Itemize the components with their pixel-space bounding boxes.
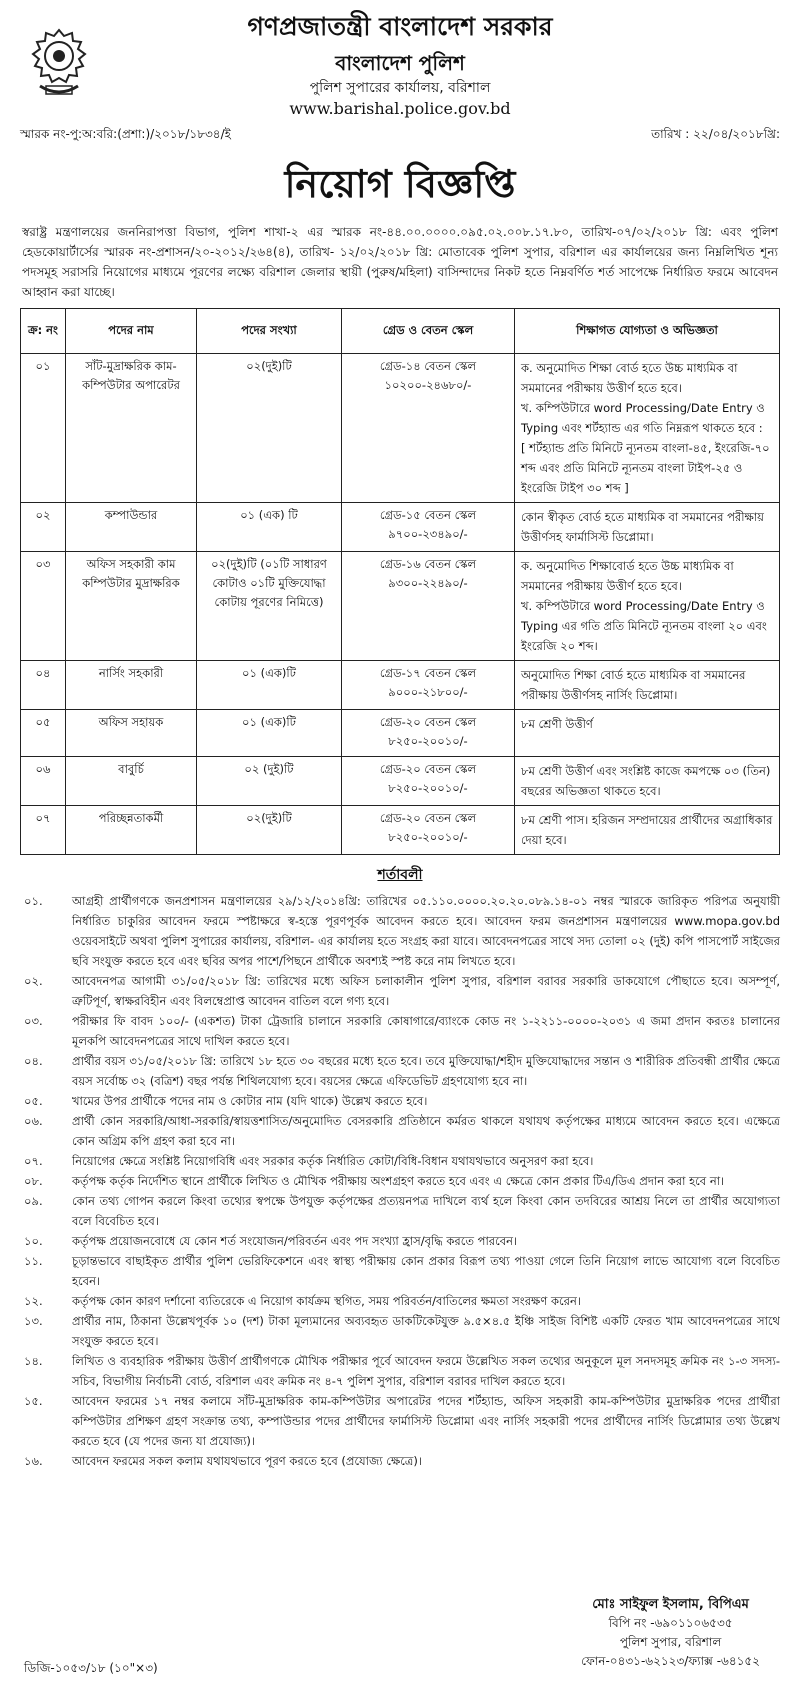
condition-text: প্রার্থীর বয়স ৩১/০৫/২০১৮ খ্রি: তারিখে ১৮ হতে ৩০ বছরের মধ্যে হতে হবে। তবে মুক্তিযোদ্ধা/শহীদ মুক্তিযোদ্ধাদের সন্তান ও শারীরিক প্রতিবন্ধী প্রার্থীর ক্ষেত্রে বয়স সর্বোচ্চ ৩২ (বত্রিশ) বছর পর্যন্ত শিথিলযোগ্য হবে। বয়সের ক্ষেত্রে এফিডেভিট গ্রহণযোগ্য হবে না। <box>72 1054 780 1088</box>
condition-number: ১৫. <box>24 1394 43 1408</box>
notice-title: নিয়োগ বিজ্ঞপ্তি <box>284 162 516 206</box>
cell-post-name: অফিস সহায়ক <box>66 710 197 757</box>
table-row <box>21 757 780 806</box>
vacancy-table <box>20 308 780 855</box>
condition-number: ১০. <box>24 1234 43 1248</box>
cell-qualification <box>515 661 780 710</box>
condition-item <box>20 1151 780 1171</box>
table-row <box>21 552 780 661</box>
department-name: বাংলাদেশ পুলিশ <box>335 51 465 75</box>
condition-text: লিখিত ও ব্যবহারিক পরীক্ষায় উত্তীর্ণ প্রার্থীগণকে মৌখিক পরীক্ষার পূর্বে আবেদন ফরমে উল্লেখিত সকল তথ্যের অনুকূলে মূল সনদসমূহ ক্রমিক নং ১-৩ সদস্য-সচিব, বিভাগীয় নির্বাচনী বোর্ড, বরিশাল এবং ক্রমিক নং ৪-৭ পুলিশ সুপার, বরিশাল বরাবর দাখিল করতে হবে। <box>72 1354 780 1388</box>
qualification-line: ৮ম শ্রেণী উত্তীর্ণ এবং সংশ্লিষ্ট কাজে কমপক্ষে ০৩ (তিন) বছরের অভিজ্ঞতা থাকতে হবে। <box>521 764 771 798</box>
condition-number: ০১. <box>24 894 43 908</box>
cell-serial: ০২ <box>21 503 66 552</box>
col-header-serial: ক্র: নং <box>21 309 66 354</box>
bp-number: বিপি নং -৬৯০১১০৬৫৩৫ <box>608 1616 733 1630</box>
cell-post-name: অফিস সহকারী কাম কম্পিউটার মুদ্রাক্ষরিক <box>66 552 197 661</box>
condition-text: কর্তৃপক্ষ কর্তৃক নির্দেশিত স্থানে প্রার্থীকে লিখিত ও মৌখিক পরীক্ষায় অংশগ্রহণ করতে হবে এবং এ ক্ষেত্রে কোন প্রকার টিএ/ডিএ প্রদান করা হবে না। <box>72 1174 725 1188</box>
condition-item <box>20 1111 780 1151</box>
letterhead <box>20 10 780 120</box>
cell-post-name: বাবুর্চি <box>66 757 197 806</box>
cell-qualification <box>515 503 780 552</box>
condition-text: চূড়ান্তভাবে বাছাইকৃত প্রার্থীর পুলিশ ভেরিফিকেশনে এবং স্বাস্থ্য পরীক্ষায় কোন প্রকার বিরূপ তথ্য পাওয়া গেলে তিনি নিয়োগ লাভে আযোগ্য বলে বিবেচিত হবেন। <box>72 1254 780 1288</box>
condition-item <box>20 1391 780 1451</box>
condition-item <box>20 1011 780 1051</box>
cell-grade: গ্রেড-২০ বেতন স্কেল ৮২৫০-২০০১০/- <box>342 806 515 855</box>
cell-grade: গ্রেড-২০ বেতন স্কেল ৮২৫০-২০০১০/- <box>342 757 515 806</box>
table-row <box>21 503 780 552</box>
qualification-line: খ. কম্পিউটারে word Processing/Date Entry ও Typing এবং শর্টহ্যান্ড এর গতি নিম্নরূপ থাকতে হবে : <box>521 401 765 435</box>
qualification-line: [ শর্টহ্যান্ড প্রতি মিনিটে ন্যূনতম বাংলা-৪৫, ইংরেজি-৭০ শব্দ এবং প্রতি মিনিটে ন্যূনতম বাংলা টাইপ-২৫ ও ইংরেজি টাইপ ৩০ শব্দ ] <box>521 441 770 495</box>
condition-text: প্রার্থীর নাম, ঠিকানা উল্লেখপূর্বক ১০ (দশ) টাকা মূল্যমানের অব্যবহৃত ডাকটিকেটযুক্ত ৯.৫×৪.৫ ইঞ্চি সাইজ বিশিষ্ট একটি ফেরত খাম আবেদনপত্রের সাথে সংযুক্ত করতে হবে। <box>72 1314 780 1348</box>
website-url: www.barishal.police.gov.bd <box>289 99 511 118</box>
cell-post-name: সাঁট-মুদ্রাক্ষরিক কাম-কম্পিউটার অপারেটর <box>66 354 197 503</box>
cell-qualification <box>515 552 780 661</box>
condition-item <box>20 1351 780 1391</box>
condition-number: ০৩. <box>24 1014 43 1028</box>
cell-grade: গ্রেড-১৫ বেতন স্কেল ৯৭০০-২৩৪৯০/- <box>342 503 515 552</box>
table-row <box>21 806 780 855</box>
cell-serial: ০৫ <box>21 710 66 757</box>
conditions-list <box>20 891 780 1471</box>
condition-item <box>20 1091 780 1111</box>
cell-qualification <box>515 757 780 806</box>
signature-block <box>581 1595 760 1671</box>
condition-number: ০৮. <box>24 1174 43 1188</box>
cell-qualification <box>515 806 780 855</box>
cell-grade: গ্রেড-১৭ বেতন স্কেল ৯০০০-২১৮০০/- <box>342 661 515 710</box>
condition-text: আবেদনপত্র আগামী ৩১/০৫/২০১৮ খ্রি: তারিখের মধ্যে অফিস চলাকালীন পুলিশ সুপার, বরিশাল বরাবর সরকারি ডাকযোগে পৌছাতে হবে। অসম্পূর্ণ, ত্রুটিপূর্ণ, স্বাক্ষরবিহীন এবং বিলম্বেপ্রাপ্ত আবেদন বাতিল বলে গণ্য হবে। <box>72 974 780 1008</box>
cell-serial: ০৬ <box>21 757 66 806</box>
col-header-grade: গ্রেড ও বেতন স্কেল <box>342 309 515 354</box>
cell-serial: ০১ <box>21 354 66 503</box>
condition-number: ১৪. <box>24 1354 43 1368</box>
qualification-line: অনুমোদিত শিক্ষা বোর্ড হতে মাধ্যমিক বা সমমানের পরীক্ষায় উত্তীর্ণসহ নার্সিং ডিপ্লোমা। <box>521 668 746 702</box>
condition-text: খামের উপর প্রার্থীকে পদের নাম ও কোটার নাম (যদি থাকে) উল্লেখ করতে হবে। <box>72 1094 428 1108</box>
condition-number: ০৫. <box>24 1094 43 1108</box>
condition-item <box>20 1191 780 1231</box>
cell-post-name: কম্পাউন্ডার <box>66 503 197 552</box>
signatory-designation: পুলিশ সুপার, বরিশাল <box>619 1635 722 1649</box>
condition-text: কর্তৃপক্ষ কোন কারণ দর্শানো ব্যতিরেকে এ নিয়োগ কার্যক্রম স্থগিত, সময় পরিবর্তন/বাতিলের ক্ষমতা সংরক্ষণ করেন। <box>72 1294 581 1308</box>
condition-text: নিয়োগের ক্ষেত্রে সংশ্লিষ্ট নিয়োগবিধি এবং সরকার কর্তৃক নির্ধারিত কোটা/বিধি-বিধান যথাযথভাবে অনুসরণ করা হবে। <box>72 1154 594 1168</box>
cell-post-count: ০১ (এক) টি <box>197 503 342 552</box>
cell-serial: ০৩ <box>21 552 66 661</box>
signatory-name: মোঃ সাইফুল ইসলাম, বিপিএম <box>592 1597 749 1612</box>
vacancy-rows <box>21 354 780 855</box>
condition-item <box>20 1311 780 1351</box>
qualification-line: ক. অনুমোদিত শিক্ষা বোর্ড হতে উচ্চ মাধ্যমিক বা সমমানের পরীক্ষায় উত্তীর্ণ হতে হবে। <box>521 361 738 395</box>
cell-post-name: পরিচ্ছন্নতাকর্মী <box>66 806 197 855</box>
cell-grade: গ্রেড-১৬ বেতন স্কেল ৯৩০০-২২৪৯০/- <box>342 552 515 661</box>
condition-number: ১৬. <box>24 1454 43 1468</box>
table-header-row <box>21 309 780 354</box>
notice-date: তারিখ : ২২/০৪/২০১৮খ্রি: <box>651 127 780 141</box>
cell-qualification <box>515 354 780 503</box>
condition-item <box>20 1231 780 1251</box>
contact-numbers: ফোন-০৪৩১-৬২১২৩/ফ্যাক্স -৬৪১৫২ <box>581 1654 760 1668</box>
table-row <box>21 710 780 757</box>
qualification-line: খ. কম্পিউটারে word Processing/Date Entry ও Typing এর গতি প্রতি মিনিটে ন্যূনতম বাংলা ২০ এবং ইংরেজি ২০ শব্দ। <box>521 599 767 653</box>
condition-number: ০৬. <box>24 1114 43 1128</box>
reference-row <box>20 126 780 146</box>
qualification-line: ক. অনুমোদিত শিক্ষাবোর্ড হতে উচ্চ মাধ্যমিক বা সমমানের পরীক্ষায় উত্তীর্ণ হতে হবে। <box>521 559 734 593</box>
condition-number: ১১. <box>24 1254 43 1268</box>
cell-serial: ০৭ <box>21 806 66 855</box>
cell-post-count: ০২(দুই)টি <box>197 806 342 855</box>
table-row <box>21 661 780 710</box>
notice-page <box>0 10 800 1693</box>
cell-qualification <box>515 710 780 757</box>
qualification-line: ৮ম শ্রেণী পাস। হরিজন সম্প্রদায়ের প্রার্থীদের অগ্রাধিকার দেয়া হবে। <box>521 813 773 847</box>
table-row <box>21 354 780 503</box>
condition-text: আগ্রহী প্রার্থীগণকে জনপ্রশাসন মন্ত্রণালয়ের ২৯/১২/২০১৪খ্রি: তারিখের ০৫.১১০.০০০০.২০.২০.০৮৯.১৪-০১ নম্বর স্মারকে জারিকৃত পরিপত্র অনুযায়ী নির্ধারিত চাকুরির আবেদন ফরমে স্পষ্টাক্ষরে স্ব-হস্তে পূরণপূর্বক আবেদন করতে হবে। আবেদন ফরম জনপ্রশাসন মন্ত্রণালয়ের www.mopa.gov.bd ওয়েবসাইটে অথবা পুলিশ সুপারের কার্যালয়, বরিশাল- এর কার্যালয় হতে সংগ্রহ করা যাবে। আবেদনপত্রের সাথে সদ্য তোলা ০২ (দুই) কপি পাসপোর্ট সাইজের ছবি সংযুক্ত করতে হবে এবং ছবির অপর পাশে/পিছনে প্রার্থীকে অবশ্যই স্পষ্ট করে নাম লিখতে হবে। <box>72 894 780 968</box>
condition-item <box>20 1291 780 1311</box>
print-code: ডিজি-১০৫৩/১৮ (১০"×৩) <box>24 1661 158 1675</box>
cell-post-count: ০২(দুই)টি (০১টি সাধারণ কোটাও ০১টি মুক্তিযোদ্ধা কোটায় পূরণের নিমিত্তে) <box>197 552 342 661</box>
condition-number: ০৭. <box>24 1154 43 1168</box>
intro-paragraph: স্বরাষ্ট্র মন্ত্রণালয়ের জননিরাপত্তা বিভাগ, পুলিশ শাখা-২ এর স্মারক নং-৪৪.০০.০০০০.০৯৫.০২.০০৮.১৭.৮০, তারিখ-০৭/০২/২০১৮ খ্রি: এবং পুলিশ হেডকোয়ার্টার্সের স্মারক নং-প্রশাসন/২০-২০১২/২৬৪(৪), তারিখ- ১২/০২/২০১৮ খ্রি: মোতাবেক পুলিশ সুপার, বরিশাল এর কার্যালয়ের জন্য নিম্নলিখিত শূন্য পদসমূহ সরাসরি নিয়োগের মাধ্যমে পূরণের লক্ষ্যে বরিশাল জেলার স্থায়ী (পুরুষ/মহিলা) বাসিন্দাদের নিকট হতে নিম্নবর্ণিত শর্ত সাপেক্ষে নির্ধারিত ফরমে আবেদন আহ্বান করা যাচ্ছে। <box>22 225 778 299</box>
condition-number: ০৯. <box>24 1194 43 1208</box>
police-emblem-logo <box>28 28 90 100</box>
col-header-post-name: পদের নাম <box>66 309 197 354</box>
condition-item <box>20 1051 780 1091</box>
col-header-qualification: শিক্ষাগত যোগ্যতা ও অভিজ্ঞতা <box>515 309 780 354</box>
condition-text: কোন তথ্য গোপন করলে কিংবা তথ্যের স্বপক্ষে উপযুক্ত কর্তৃপক্ষের প্রত্যয়নপত্র দাখিলে ব্যর্থ হলে কিংবা কোন তদবিরের আশ্রয় নিলে তা প্রার্থীর অযোগ্যতা বলে বিবেচিত হবে। <box>72 1194 780 1228</box>
condition-text: প্রার্থী কোন সরকারি/আধা-সরকারি/স্বায়ত্তশাসিত/অনুমোদিত বেসরকারি প্রতিষ্ঠানে কর্মরত থাকলে যথাযথ কর্তৃপক্ষের মাধ্যমে আবেদন করতে হবে। এক্ষেত্রে কোন অগ্রিম কপি গ্রহণ করা হবে না। <box>72 1114 780 1148</box>
condition-item <box>20 891 780 971</box>
qualification-line: কোন স্বীকৃত বোর্ড হতে মাধ্যমিক বা সমমানের পরীক্ষায় উত্তীর্ণসহ ফার্মাসিস্ট ডিপ্লোমা। <box>521 510 764 544</box>
condition-text: আবেদন ফরমের সকল কলাম যথাযথভাবে পূরণ করতে হবে (প্রযোজ্য ক্ষেত্রে)। <box>72 1454 422 1468</box>
office-name: পুলিশ সুপারের কার্যালয়, বরিশাল <box>309 80 491 96</box>
cell-post-count: ০২(দুই)টি <box>197 354 342 503</box>
memo-number: স্মারক নং-পু:অ:বরি:(প্রশা:)/২০১৮/১৮৩৪/ই <box>20 127 231 141</box>
qualification-line: ৮ম শ্রেণী উত্তীর্ণ <box>521 717 593 731</box>
condition-text: পরীক্ষার ফি বাবদ ১০০/- (একশত) টাকা ট্রেজারি চালানে সরকারি কোষাগারে/ব্যাংকে কোড নং ১-২২১১-০০০০-২০৩১ এ জমা প্রদান করতঃ চালানের মূলকপি আবেদনপত্রের সাথে দাখিল করতে হবে। <box>72 1014 780 1048</box>
condition-text: কর্তৃপক্ষ প্রয়োজনবোধে যে কোন শর্ত সংযোজন/পরিবর্তন এবং পদ সংখ্যা হ্রাস/বৃদ্ধি করতে পারবেন। <box>72 1234 518 1248</box>
condition-text: আবেদন ফরমের ১৭ নম্বর কলামে সাঁট-মুদ্রাক্ষরিক কাম-কম্পিউটার অপারেটর পদের শর্টহ্যান্ড, অফিস সহকারী কাম-কম্পিউটার মুদ্রাক্ষরিক পদের প্রার্থীরা কম্পিউটার প্রশিক্ষণ গ্রহণ সংক্রান্ত তথ্য, কম্পাউন্ডার পদের প্রার্থীদের ফার্মাসিস্ট ডিপ্লোমা এবং নার্সিং সহকারী পদের প্রার্থীদের নার্সিং ডিপ্লোমার তথ্য উল্লেখ করতে হবে (যে পদের জন্য যা প্রযোজ্য)। <box>72 1394 780 1448</box>
cell-serial: ০৪ <box>21 661 66 710</box>
cell-grade: গ্রেড-১৪ বেতন স্কেল ১০২০০-২৪৬৮০/- <box>342 354 515 503</box>
conditions-title: শর্তাবলী <box>377 867 423 883</box>
col-header-post-count: পদের সংখ্যা <box>197 309 342 354</box>
condition-item <box>20 1451 780 1471</box>
government-title: গণপ্রজাতন্ত্রী বাংলাদেশ সরকার <box>247 12 553 41</box>
cell-post-count: ০১ (এক)টি <box>197 710 342 757</box>
condition-number: ১২. <box>24 1294 43 1308</box>
cell-post-count: ০১ (এক)টি <box>197 661 342 710</box>
condition-number: ০২. <box>24 974 43 988</box>
cell-post-count: ০২ (দুই)টি <box>197 757 342 806</box>
condition-number: ১৩. <box>24 1314 43 1328</box>
condition-item <box>20 1171 780 1191</box>
condition-item <box>20 971 780 1011</box>
condition-item <box>20 1251 780 1291</box>
cell-post-name: নার্সিং সহকারী <box>66 661 197 710</box>
condition-number: ০৪. <box>24 1054 43 1068</box>
cell-grade: গ্রেড-২০ বেতন স্কেল ৮২৫০-২০০১০/- <box>342 710 515 757</box>
